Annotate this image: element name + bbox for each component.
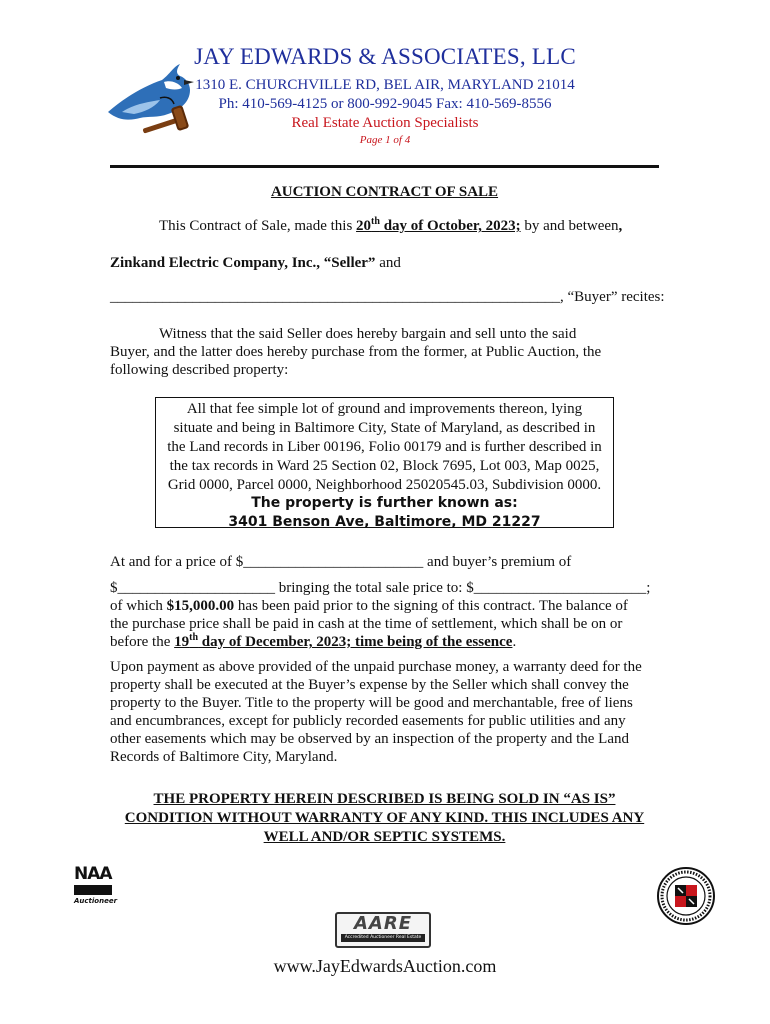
premium-label: and buyer’s premium of bbox=[423, 554, 572, 570]
property-line-1: All that fee simple lot of ground and improvements thereon, lying bbox=[186, 401, 583, 417]
naa-logo-text: NAA bbox=[74, 864, 112, 884]
settlement-day-suffix: th bbox=[189, 632, 199, 643]
property-known-as bbox=[156, 494, 613, 532]
premium-blank: _____________________ bbox=[117, 580, 275, 596]
price-line-3 bbox=[110, 597, 670, 615]
notice-line-1: THE PROPERTY HEREIN DESCRIBED IS BEING SOLD IN “AS IS” bbox=[153, 791, 616, 807]
settlement-period: . bbox=[512, 634, 517, 650]
settlement-prefix: before the bbox=[110, 634, 175, 650]
notice-line-3: WELL AND/OR SEPTIC SYSTEMS. bbox=[263, 829, 506, 845]
price-label: At and for a price of $ bbox=[110, 554, 244, 570]
intro-comma: , bbox=[618, 218, 623, 234]
witness-line-1: Witness that the said Seller does hereby bargain and sell unto the said bbox=[159, 326, 577, 342]
deed-line-6: Records of Baltimore City, Maryland. bbox=[110, 749, 338, 765]
deed-line-3: property to the Buyer. Title to the property will be good and merchantable, free of liens bbox=[110, 695, 633, 711]
contract-day: 20 bbox=[356, 218, 372, 234]
known-as-label: The property is further known as: bbox=[251, 495, 518, 511]
deposit-prefix: of which bbox=[110, 598, 167, 614]
header-divider bbox=[110, 165, 659, 168]
seller-line bbox=[110, 254, 659, 272]
maryland-association-seal-icon bbox=[656, 866, 716, 926]
aare-logo bbox=[335, 912, 431, 948]
buyer-recites: , “Buyer” recites: bbox=[560, 289, 665, 305]
company-name: JAY EDWARDS & ASSOCIATES, LLC bbox=[194, 44, 576, 69]
notice-line-2: CONDITION WITHOUT WARRANTY OF ANY KIND. THIS INCLUDES ANY bbox=[124, 810, 645, 826]
property-line-3: the Land records in Liber 00196, Folio 00179 and is further described in bbox=[167, 439, 602, 455]
premium-dollar: $ bbox=[110, 580, 118, 596]
witness-line-2: Buyer, and the latter does hereby purchase from the former, at Public Auction, the bbox=[110, 344, 602, 360]
website-url[interactable]: www.JayEdwardsAuction.com bbox=[273, 956, 497, 976]
deed-line-4: and encumbrances, except for publicly recorded easements for public utilities and any bbox=[110, 713, 626, 729]
intro-text: This Contract of Sale, made this bbox=[159, 218, 357, 234]
naa-logo bbox=[74, 864, 118, 914]
seller-name: Zinkand Electric Company, Inc., “Seller” bbox=[110, 255, 376, 271]
buyer-blank: ____________________________________________________________ bbox=[110, 289, 560, 305]
deposit-amount: $15,000.00 bbox=[166, 598, 235, 614]
settlement-day: 19 bbox=[174, 634, 190, 650]
property-line-5: Grid 0000, Parcel 0000, Neighborhood 25020545.03, Subdivision 0000. bbox=[167, 477, 602, 493]
naa-logo-bar bbox=[74, 885, 112, 895]
intro-line bbox=[159, 217, 679, 235]
document-title: AUCTION CONTRACT OF SALE bbox=[270, 184, 499, 200]
total-price-blank: _______________________ bbox=[473, 580, 647, 596]
page-indicator: Page 1 of 4 bbox=[359, 134, 411, 146]
deed-line-2: property shall be executed at the Buyer’s expense by the Seller which shall convey the bbox=[110, 677, 629, 693]
property-description-box bbox=[155, 397, 614, 528]
price-line-2 bbox=[110, 579, 670, 597]
total-price-label: bringing the total sale price to: $ bbox=[275, 580, 474, 596]
deed-line-5: other easements which may be observed by an inspection of the property and the Land bbox=[110, 731, 630, 747]
property-description bbox=[162, 400, 607, 495]
settlement-month-year: day of December, 2023; time being of the essence bbox=[198, 634, 513, 650]
company-phone: Ph: 410-569-4125 or 800-992-9045 Fax: 410-569-8556 bbox=[218, 96, 552, 112]
witness-line-3: following described property: bbox=[110, 362, 289, 378]
contract-month-year: day of October, 2023; bbox=[379, 218, 521, 234]
settlement-date bbox=[174, 634, 512, 650]
price-line-1 bbox=[110, 553, 670, 571]
price-line-5 bbox=[110, 633, 670, 651]
naa-logo-sub: Auctioneer bbox=[74, 897, 118, 905]
property-line-4: the tax records in Ward 25 Section 02, Block 7695, Lot 003, Map 0025, bbox=[169, 458, 600, 474]
buyer-line bbox=[110, 288, 670, 306]
contract-date bbox=[356, 218, 521, 234]
as-is-notice bbox=[110, 790, 659, 847]
aare-logo-text: AARE bbox=[353, 913, 413, 934]
deed-line-1: Upon payment as above provided of the unpaid purchase money, a warranty deed for the bbox=[110, 659, 642, 675]
aare-logo-sub: Accredited Auctioneer Real Estate bbox=[341, 934, 425, 942]
price-blank: ________________________ bbox=[243, 554, 424, 570]
contract-day-suffix: th bbox=[371, 216, 380, 227]
property-line-2: situate and being in Baltimore City, State of Maryland, as described in bbox=[173, 420, 596, 436]
seller-and: and bbox=[375, 255, 401, 271]
price-line-4: the purchase price shall be paid in cash at the time of settlement, which shall be on or bbox=[110, 616, 623, 632]
property-address: 3401 Benson Ave, Baltimore, MD 21227 bbox=[228, 514, 541, 530]
company-tagline: Real Estate Auction Specialists bbox=[291, 115, 479, 131]
company-address: 1310 E. CHURCHVILLE RD, BEL AIR, MARYLAND 21014 bbox=[195, 77, 575, 93]
deposit-suffix: has been paid prior to the signing of this contract. The balance of bbox=[234, 598, 628, 614]
intro-between: by and between bbox=[520, 218, 619, 234]
total-price-semicolon: ; bbox=[646, 580, 651, 596]
